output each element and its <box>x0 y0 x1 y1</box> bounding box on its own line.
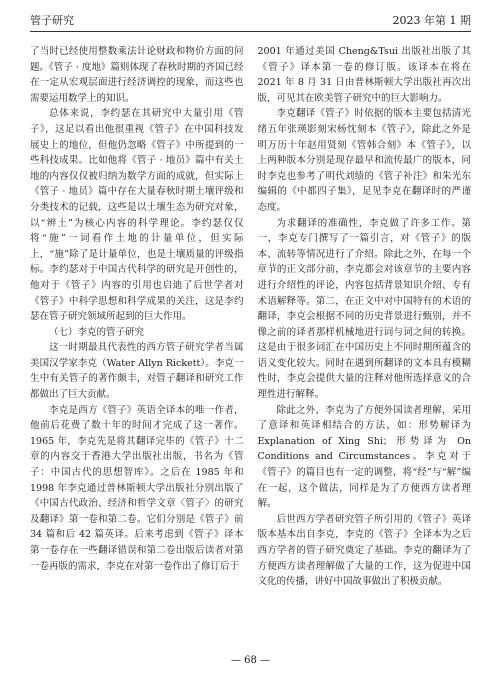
paragraph: 后世西方学者研究管子所引用的《管子》英译版本基本出自李克，李克的《管子》全译本为之后西方学者的管子研究奠定了基础。李克的翻译为了方便西方读者理解做了大量的工作，这为促进中国文化的传播，讲好中国故事做出了积极贡献。 <box>257 513 471 588</box>
issue-number: 2023 年第 1 期 <box>392 14 471 27</box>
paragraph: 为求翻译的准确性，李克做了许多工作。第一，李克专门撰写了一篇引言，对《管子》的版本、流转等情况进行了介绍。除此之外，在每一个章节的正文部分前，李克都会对该章节的主要内容进行介绍性的评论，内容包括背景知识介绍、专有术语解释等。第二，在正文中对中国特有的术语的翻译，李克会根据不同的历史背景进行甄别，并不像之前的译者那样机械地进行词与词之间的转换。这是由于很多词汇在中国历史上不同时期所蕴含的语义变化较大。同时在遇到所翻译的文本具有模糊性时，李克会提供大量的注释对他所选择意义的合理性进行解释。 <box>257 217 471 401</box>
section-heading: （七）李克的管子研究 <box>49 326 145 338</box>
paragraph: 这一时期最具代表性的西方管子研究学者当属美国汉学家李克（Water Allyn Rickett）。李克一生中有关管子的著作颇丰，对管子翻译和研究工作都做出了巨大贡献。 <box>30 342 244 401</box>
paragraph: 2001 年通过美国 Cheng&Tsui 出版社出版了其《管子》译本第一卷的修订版。该译本在将在 2021 年 8 月 31 日由普林斯顿大学出版社再次出版，可见其在欧美管子研究中的巨大影响力。 <box>257 46 471 104</box>
left-column <box>30 44 244 636</box>
paragraph: 李克是西方《管子》英语全译本的唯一作者，他前后花费了数十年的时间才完成了这一著作。1965 年，李克先是将其翻译完毕的《管子》十二章的内容交于香港大学出版社出版，书名为《管子：中国古代的思想智库》。之后在 1985 年和 1998 年李克通过普林斯顿大学出版社分别出版了《中国古代政治、经济和哲学文章〈管子〉的研究及翻译》第一卷和第二卷。它们分别是《管子》前 34 篇和后 42 篇英译。后来考虑到《管子》译本第一卷存在一些翻译错误和第二卷出版后读者对第一卷再版的需求，李克在对第一卷作出了修订后于 <box>30 404 244 572</box>
right-column <box>258 44 472 636</box>
paragraph: 李克翻译《管子》时依据的版本主要包括清光绪五年张瑛影刻宋杨忱刻本《管子》，除此之外是明万历十年赵用贤刻《管韩合刻》本《管子》，以上两种版本分别是现存最早和流传最广的版本，同时李克也参考了明代刘绩的《管子补注》和朱光东编辑的《中都四子集》，足见李克在翻译时的严谨态度。 <box>257 108 471 213</box>
paragraph: 总体来说，李约瑟在其研究中大量引用《管子》，这足以看出他很重视《管子》在中国科技发展史上的地位，但他仍忽略《管子》中所提到的一些科技成果。比如他将《管子 · 地员》篇中有关土地的内容仅仅被归纳为数学方面的成就，但实际上《管子 · 地员》篇中存在大量春秋时期土壤评级和分类技术的记载，这些是以土壤生态为研究对象，以“辨土”为核心内容的科学理论。李约瑟仅仅将“施”一词看作土地的计量单位，但实际上，“施”除了是计量单位，也是土壤质量的评级指标。李约瑟对于中国古代科学的研究是开创性的，他对于《管子》内容的引用也启迪了后世学者对《管子》中科学思想和科学成果的关注，这是李约瑟在管子研究领域所起到的巨大作用。 <box>30 108 244 323</box>
article-body <box>30 44 471 636</box>
paragraph: 了当时已经使用整数乘法计论财政和物价方面的问题。《管子 · 度地》篇则体现了春秋时期的齐国已经在一定从宏观层面进行经济调控的现象，而这些也需要运用数学上的知识。 <box>30 46 244 104</box>
paragraph: 除此之外，李克为了方便外国读者理解，采用了意译和英译相结合的方法，如：形势解译为 Explanation of Xing Shi；形势译为 On Conditions and Circumstances。李克对于《管子》的篇目也有一定的调整，将“经”与“解”编在一起，这个做法，同样是为了方便西方读者理解。 <box>257 404 471 510</box>
running-header <box>30 8 471 32</box>
journal-title: 管子研究 <box>30 14 74 27</box>
page-number: — 68 — <box>230 655 271 666</box>
